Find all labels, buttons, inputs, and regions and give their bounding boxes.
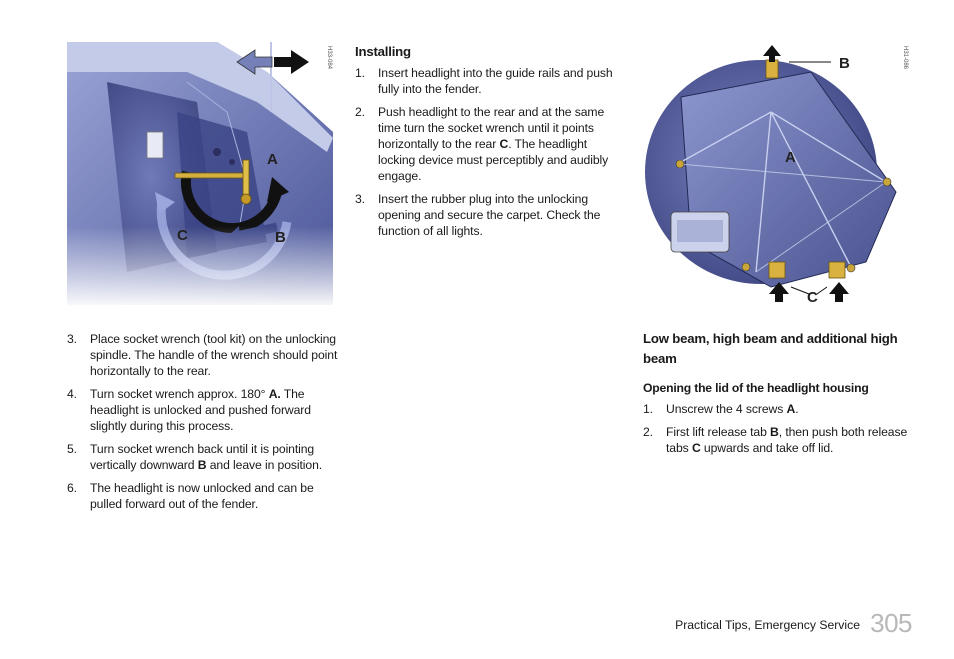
step-text: The headlight is now unlocked and can be pulled forward out of the fender. xyxy=(90,481,314,511)
page-footer xyxy=(600,604,912,636)
step-item xyxy=(355,65,615,97)
step-text: Insert the rubber plug into the unlocking opening and secure the carpet. Check the function of all lights. xyxy=(378,192,601,238)
step-text: Push headlight to the rear and at the same time turn the socket wrench until it points horizontally to the rear xyxy=(378,105,605,151)
callout-c: C xyxy=(807,289,818,305)
step-number: 1. xyxy=(643,402,653,416)
headlight-lid-drawing xyxy=(641,42,909,305)
step-text: Turn socket wrench approx. 180° xyxy=(90,387,269,401)
step-number: 1. xyxy=(355,66,365,80)
step-item xyxy=(355,104,615,184)
removal-section xyxy=(67,331,339,519)
callout-b: B xyxy=(275,229,286,246)
page-number: 305 xyxy=(870,608,912,638)
callout-reference: A xyxy=(786,402,796,416)
installing-heading: Installing xyxy=(355,44,411,59)
step-number: 3. xyxy=(355,192,365,206)
step-number: 5. xyxy=(67,442,77,456)
step-number: 6. xyxy=(67,481,77,495)
beams-heading: Low beam, high beam and additional high beam xyxy=(643,331,898,366)
step-item xyxy=(355,191,615,239)
step-number: 2. xyxy=(643,425,653,439)
step-item xyxy=(67,441,339,473)
step-text: and leave in position. xyxy=(206,458,323,472)
installing-section xyxy=(355,43,615,246)
callout-reference: C xyxy=(691,441,701,455)
step-item xyxy=(67,331,339,379)
step-text: upwards and take off lid. xyxy=(700,441,834,455)
step-number: 3. xyxy=(67,332,77,346)
step-text: First lift release tab xyxy=(666,425,771,439)
step-item xyxy=(67,480,339,512)
step-text: Place socket wrench (tool kit) on the unlocking spindle. The handle of the wrench should point horizontally to the rear. xyxy=(90,332,338,378)
step-text: Turn socket wrench back until it is pointing vertically downward xyxy=(90,442,315,472)
headlight-housing-illustration xyxy=(641,42,909,305)
lid-steps xyxy=(643,401,913,456)
callout-a: A xyxy=(267,151,278,168)
callout-c: C xyxy=(177,227,188,244)
socket-wrench-illustration xyxy=(67,42,333,305)
footer-section: Practical Tips, Emergency Service xyxy=(675,618,860,632)
step-number: 2. xyxy=(355,105,365,119)
step-text: , then push both release tabs xyxy=(666,425,908,455)
callout-reference: C xyxy=(499,137,509,151)
figure-code: H31-086 xyxy=(902,46,908,70)
lid-subheading: Opening the lid of the headlight housing xyxy=(643,381,869,395)
installing-steps xyxy=(355,65,615,239)
callout-reference: B xyxy=(197,458,207,472)
callout-a: A xyxy=(785,149,796,166)
step-item xyxy=(643,401,913,417)
step-text: . xyxy=(795,402,799,416)
removal-steps xyxy=(67,331,339,512)
fender-wrench-drawing xyxy=(67,42,333,305)
callout-b: B xyxy=(839,55,850,72)
step-text: Insert headlight into the guide rails and push fully into the fender. xyxy=(378,66,613,96)
step-item xyxy=(67,386,339,434)
figure-code: H33-084 xyxy=(326,46,332,70)
callout-reference: B xyxy=(770,425,779,439)
step-text: Unscrew the 4 screws xyxy=(666,402,787,416)
callout-reference: A. xyxy=(268,387,281,401)
step-number: 4. xyxy=(67,387,77,401)
step-item xyxy=(643,424,913,456)
step-text: . The headlight locking device must perceptibly and audibly engage. xyxy=(378,137,609,183)
step-text: The headlight is unlocked and pushed forward slightly during this process. xyxy=(90,387,311,433)
beams-section xyxy=(643,329,913,463)
